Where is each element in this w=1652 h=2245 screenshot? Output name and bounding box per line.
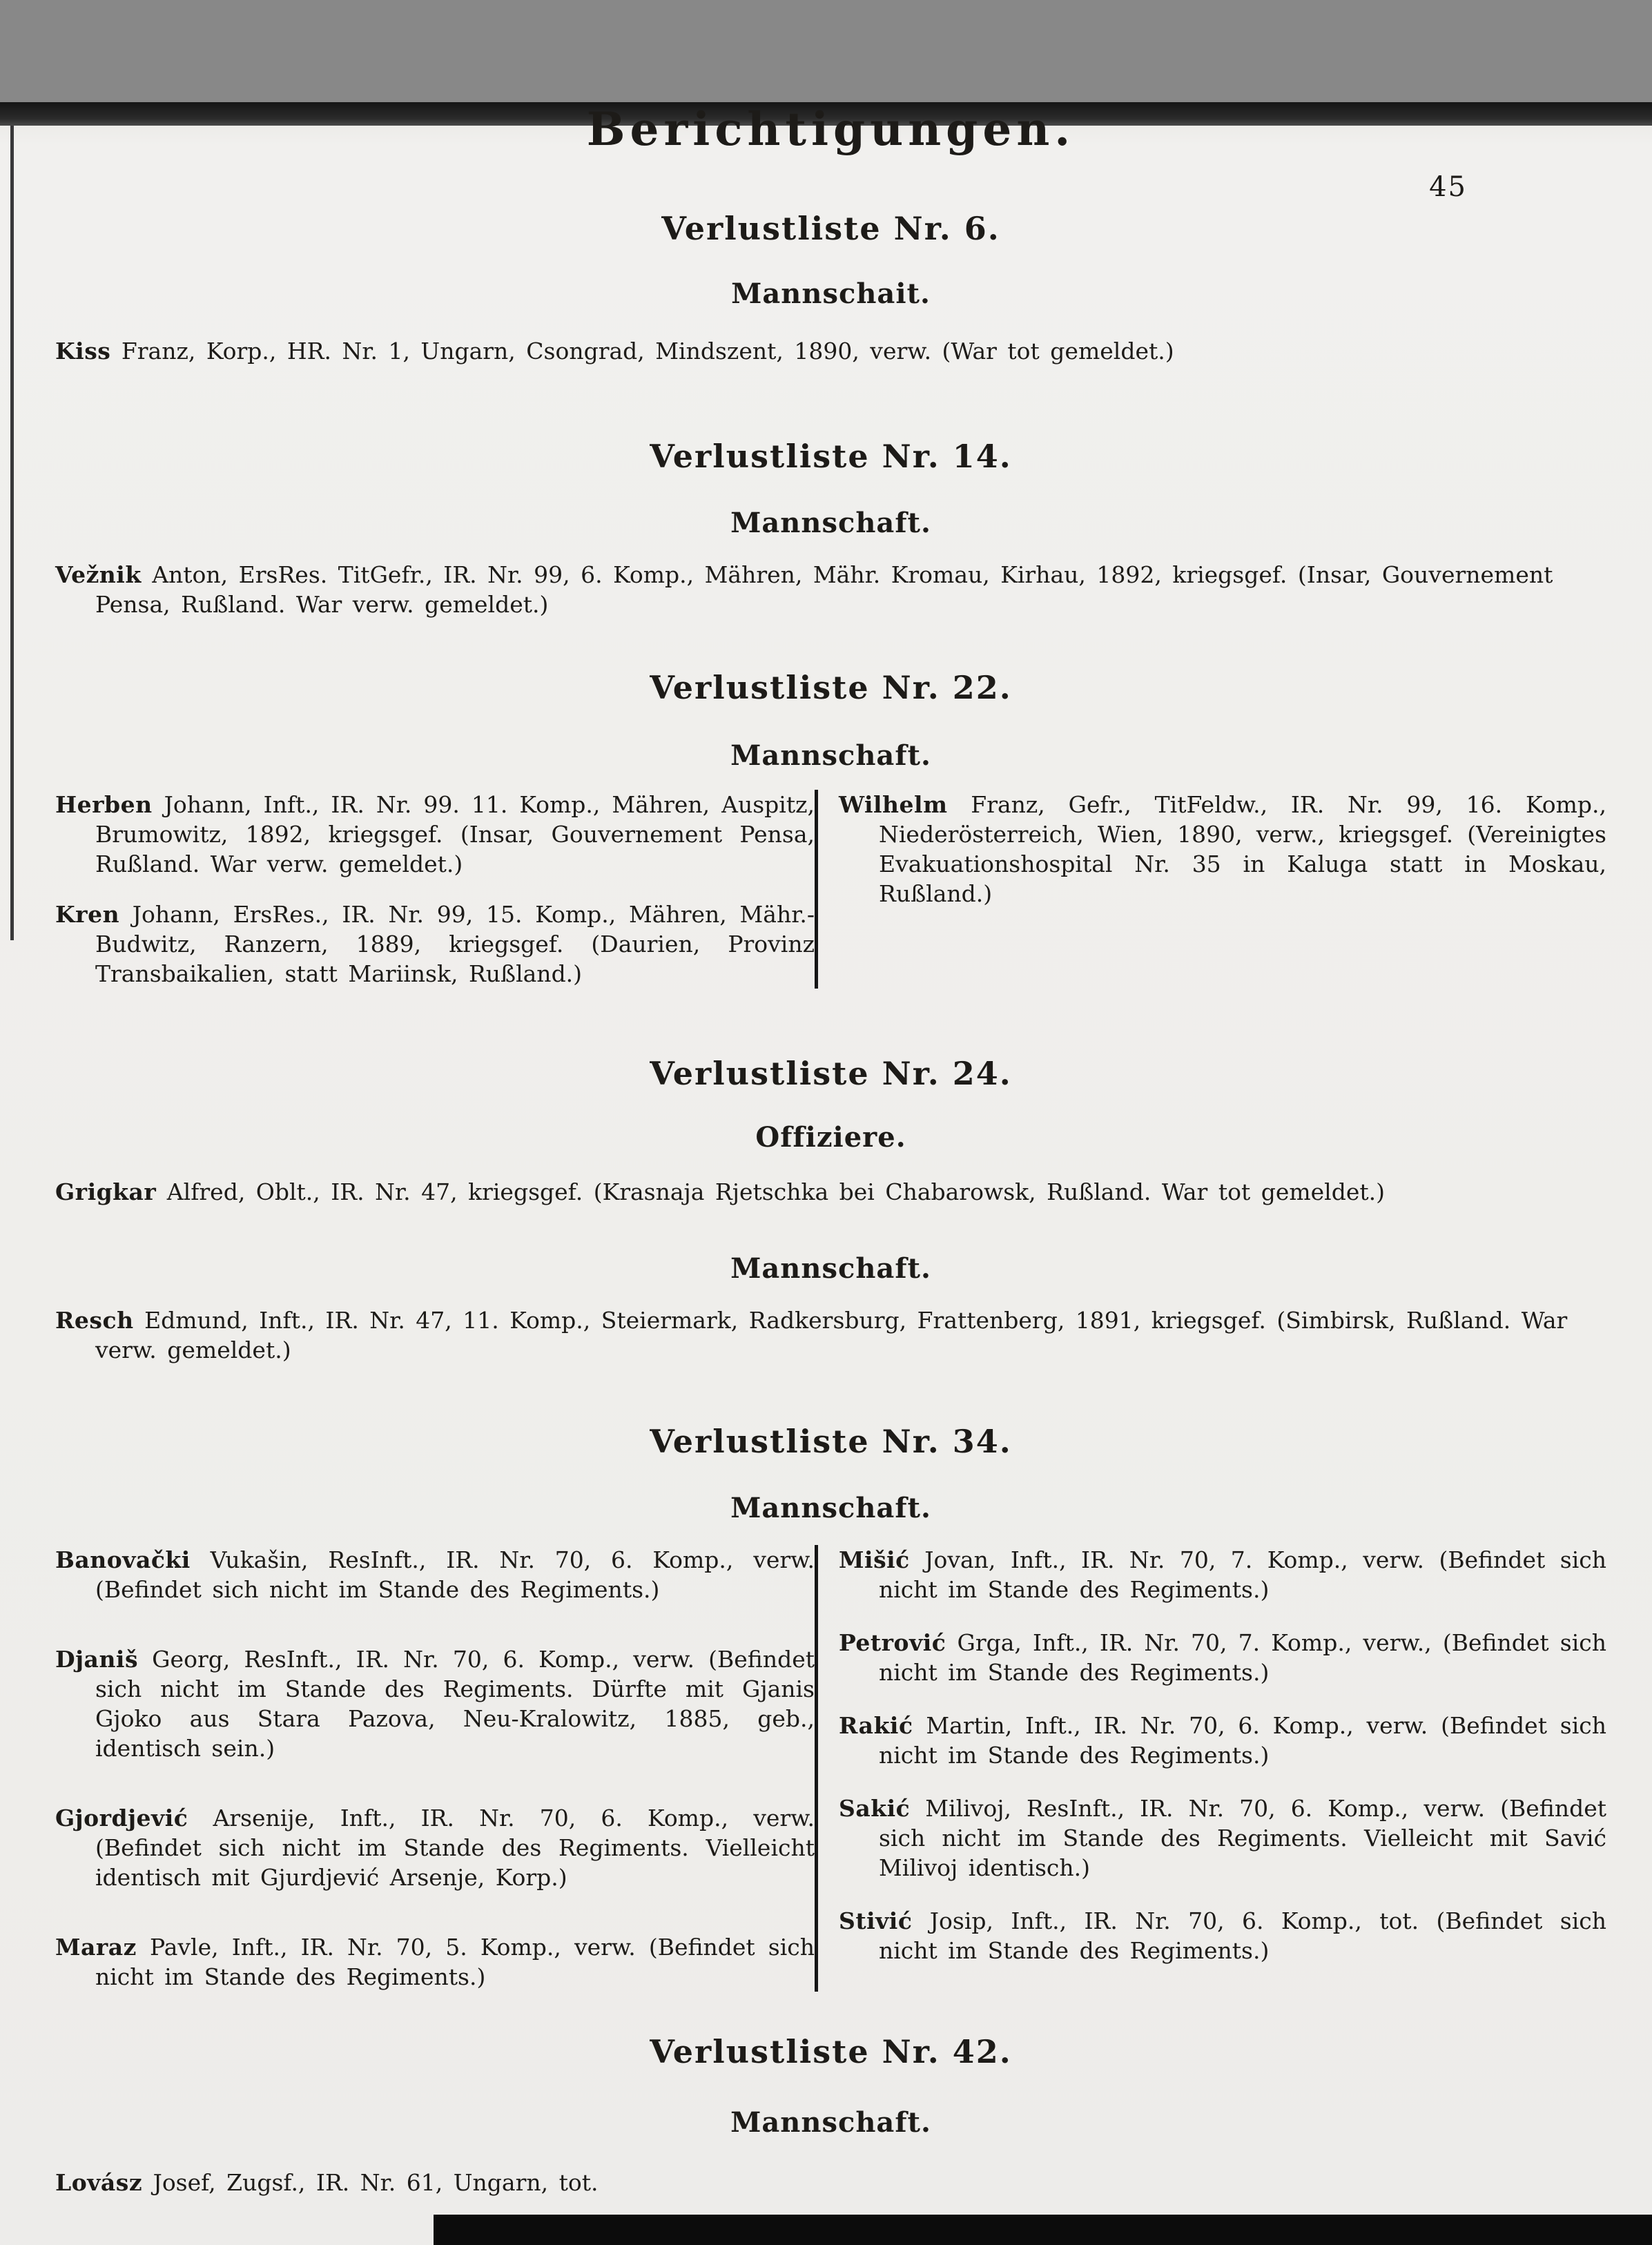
casualty-entry: Herben Johann, Inft., IR. Nr. 99. 11. Komp., Mähren, Auspitz, Brumowitz, 1892, kriegsgef. (Insar, Gouvernement Pensa, Rußland. War verw. gemeldet.) (55, 791, 815, 877)
casualty-entry: Kren Johann, ErsRes., IR. Nr. 99, 15. Komp., Mähren, Mähr.-Budwitz, Ranzern, 1889, kriegsgef. (Daurien, Provinz Transbaikalien, statt Mariinsk, Rußland.) (55, 901, 815, 987)
section-subheading-offiziere: Offiziere. (755, 1121, 906, 1154)
casualty-entry: Vežnik Anton, ErsRes. TitGefr., IR. Nr. 99, 6. Komp., Mähren, Mähr. Kromau, Kirhau, 1892, kriegsgef. (Insar, Gouvernement Pensa, Rußland. War verw. gemeldet.) (55, 561, 1553, 618)
section-verlustliste-22 (55, 669, 1606, 989)
section-verlustliste-42 (55, 2033, 1606, 2197)
casualty-entry: Wilhelm Franz, Gefr., TitFeldw., IR. Nr. 99, 16. Komp., Niederösterreich, Wien, 1890, verw., kriegsgef. (Vereinigtes Evakuationshospital Nr. 35 in Kaluga statt in Moskau, Rußland.) (839, 791, 1606, 907)
casualty-entry: Petrović Grga, Inft., IR. Nr. 70, 7. Komp., verw., (Befindet sich nicht im Stande des Regiments.) (839, 1629, 1606, 1686)
section-subheading-mannschaft: Mannschaft. (730, 1252, 931, 1285)
section-heading: Verlustliste Nr. 22. (650, 669, 1012, 706)
section-heading: Verlustliste Nr. 14. (650, 438, 1012, 475)
casualty-entry: Resch Edmund, Inft., IR. Nr. 47, 11. Komp., Steiermark, Radkersburg, Frattenberg, 1891, kriegsgef. (Simbirsk, Rußland. War verw. gemeldet.) (55, 1307, 1568, 1363)
casualty-entry: Maraz Pavle, Inft., IR. Nr. 70, 5. Komp., verw. (Befindet sich nicht im Stande des Regiments.) (55, 1934, 815, 1990)
section-heading: Verlustliste Nr. 24. (650, 1055, 1012, 1092)
casualty-entry: Grigkar Alfred, Oblt., IR. Nr. 47, kriegsgef. (Krasnaja Rjetschka bei Chabarowsk, Rußland. War tot gemeldet.) (55, 1178, 1386, 1205)
scan-edge-bottom (434, 2215, 1652, 2245)
casualty-entry: Stivić Josip, Inft., IR. Nr. 70, 6. Komp., tot. (Befindet sich nicht im Stande des Regiments.) (839, 1907, 1606, 1964)
section-heading: Verlustliste Nr. 6. (661, 210, 1000, 247)
casualty-entry: Sakić Milivoj, ResInft., IR. Nr. 70, 6. Komp., verw. (Befindet sich nicht im Stande des Regiments. Vielleicht mit Savić Milivoj identisch.) (839, 1795, 1606, 1881)
document-page (0, 102, 1652, 2245)
right-column (815, 790, 1606, 989)
section-heading: Verlustliste Nr. 34. (650, 1423, 1012, 1460)
section-heading: Verlustliste Nr. 42. (650, 2033, 1012, 2070)
section-subheading: Mannschaft. (730, 507, 931, 539)
section-verlustliste-34 (55, 1423, 1606, 1992)
section-subheading: Mannschait. (731, 278, 931, 310)
casualty-entry: Banovački Vukašin, ResInft., IR. Nr. 70, 6. Komp., verw. (Befindet sich nicht im Stande des Regiments.) (55, 1546, 815, 1603)
right-column (815, 1545, 1606, 1992)
two-column-list (55, 790, 1606, 989)
page-number: 45 (1429, 171, 1467, 203)
section-verlustliste-6 (55, 210, 1606, 366)
page-title: Berichtigungen. (586, 102, 1076, 156)
section-subheading: Mannschaft. (730, 2106, 931, 2139)
casualty-entry: Rakić Martin, Inft., IR. Nr. 70, 6. Komp., verw. (Befindet sich nicht im Stande des Regiments.) (839, 1712, 1606, 1769)
section-subheading: Mannschaft. (730, 739, 931, 772)
left-column (55, 1545, 815, 1992)
section-verlustliste-24 (55, 1055, 1606, 1365)
left-column (55, 790, 815, 989)
page-content (0, 102, 1652, 2197)
casualty-entry: Mišić Jovan, Inft., IR. Nr. 70, 7. Komp., verw. (Befindet sich nicht im Stande des Regiments.) (839, 1546, 1606, 1603)
section-subheading: Mannschaft. (730, 1492, 931, 1524)
casualty-entry: Lovász Josef, Zugsf., IR. Nr. 61, Ungarn, tot. (55, 2169, 599, 2196)
two-column-list (55, 1545, 1606, 1992)
section-verlustliste-14 (55, 438, 1606, 619)
casualty-entry: Kiss Franz, Korp., HR. Nr. 1, Ungarn, Csongrad, Mindszent, 1890, verw. (War tot gemeldet.) (55, 338, 1174, 365)
casualty-entry: Gjordjević Arsenije, Inft., IR. Nr. 70, 6. Komp., verw. (Befindet sich nicht im Stande des Regiments. Vielleicht identisch mit Gjurdjević Arsenje, Korp.) (55, 1805, 815, 1891)
casualty-entry: Djaniš Georg, ResInft., IR. Nr. 70, 6. Komp., verw. (Befindet sich nicht im Stande des Regiments. Dürfte mit Gjanis Gjoko aus Stara Pazova, Neu-Kralowitz, 1885, geb., identisch sein.) (55, 1646, 815, 1762)
